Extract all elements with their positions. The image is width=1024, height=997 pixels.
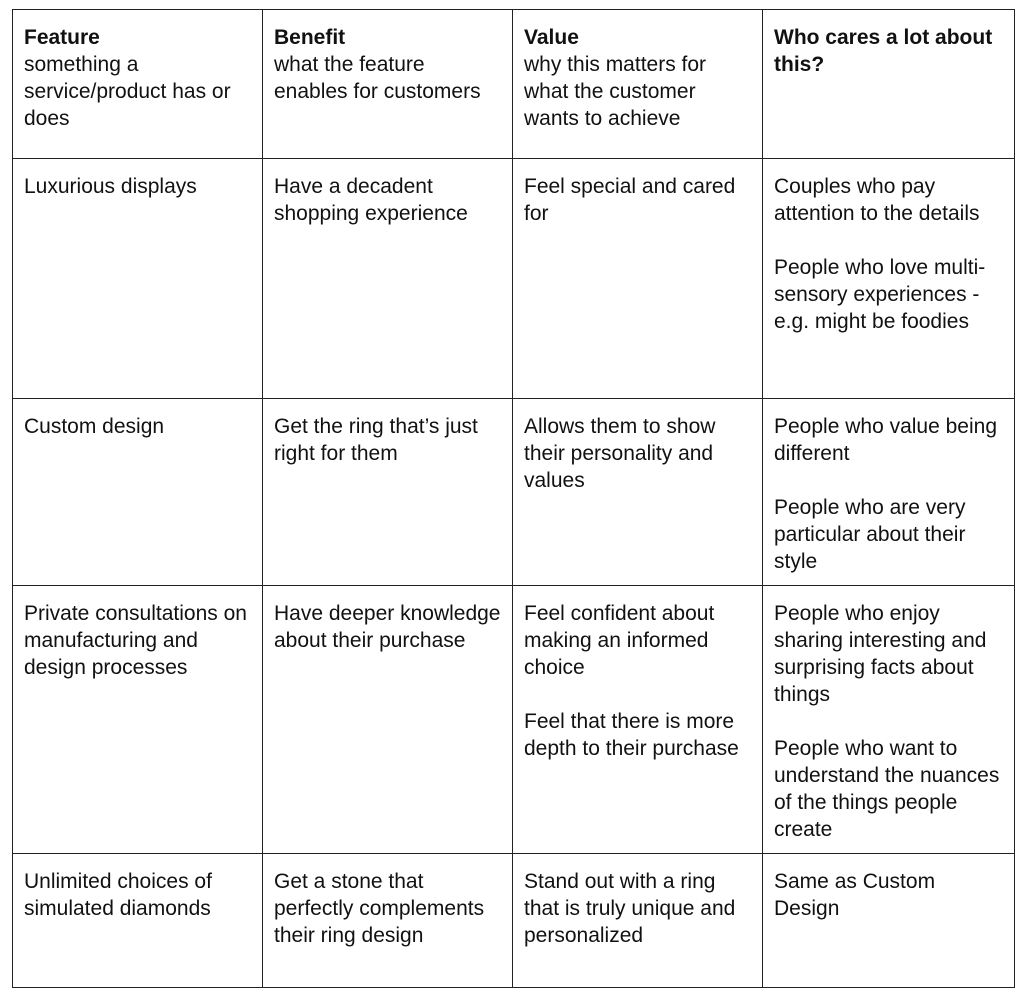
header-cell-value	[513, 10, 763, 159]
feature-cell	[13, 854, 263, 988]
value-text: Feel that there is more depth to their purchase	[524, 710, 739, 760]
benefit-cell	[263, 854, 513, 988]
feature-text: Custom design	[24, 415, 165, 438]
feature-cell	[13, 586, 263, 854]
benefit-text: Get a stone that perfectly complements their ring design	[274, 870, 485, 947]
header-cell-benefit	[263, 10, 513, 159]
column-title: Value	[524, 26, 579, 49]
column-title: Feature	[24, 26, 100, 49]
table-row	[13, 586, 1015, 854]
value-cell	[513, 159, 763, 399]
value-cell	[513, 399, 763, 586]
feature-benefit-value-table	[12, 9, 1015, 988]
table-row	[13, 854, 1015, 988]
table-row	[13, 159, 1015, 399]
who-cares-cell	[763, 159, 1015, 399]
benefit-cell	[263, 399, 513, 586]
who-cares-text: People who value being different	[774, 415, 998, 465]
who-cares-text: People who want to understand the nuances of the things people create	[774, 737, 1000, 841]
who-cares-cell	[763, 586, 1015, 854]
value-text: Stand out with a ring that is truly unique and personalized	[524, 870, 736, 947]
feature-cell	[13, 399, 263, 586]
table-row	[13, 399, 1015, 586]
value-text: Feel confident about making an informed choice	[524, 602, 715, 679]
who-cares-text: Same as Custom Design	[774, 870, 936, 920]
benefit-cell	[263, 159, 513, 399]
value-cell	[513, 586, 763, 854]
feature-text: Unlimited choices of simulated diamonds	[24, 870, 212, 920]
value-cell	[513, 854, 763, 988]
benefit-text: Have a decadent shopping experience	[274, 175, 468, 225]
value-text: Allows them to show their personality and values	[524, 415, 716, 492]
column-title: Who cares a lot about this?	[774, 26, 993, 76]
benefit-cell	[263, 586, 513, 854]
feature-cell	[13, 159, 263, 399]
feature-text: Private consultations on manufacturing and design processes	[24, 602, 247, 679]
who-cares-text: People who are very particular about their style	[774, 496, 966, 573]
column-title: Benefit	[274, 26, 346, 49]
who-cares-cell	[763, 854, 1015, 988]
header-row	[13, 10, 1015, 159]
column-subtitle: something a service/product has or does	[24, 53, 231, 130]
who-cares-text: People who enjoy sharing interesting and surprising facts about things	[774, 602, 987, 706]
feature-text: Luxurious displays	[24, 175, 197, 198]
benefit-text: Get the ring that’s just right for them	[274, 415, 478, 465]
value-text: Feel special and cared for	[524, 175, 736, 225]
who-cares-text: Couples who pay attention to the details	[774, 175, 980, 225]
header-cell-feature	[13, 10, 263, 159]
column-subtitle: why this matters for what the customer wants to achieve	[524, 53, 707, 130]
benefit-text: Have deeper knowledge about their purchase	[274, 602, 501, 652]
who-cares-cell	[763, 399, 1015, 586]
who-cares-text: People who love multi-sensory experiences - e.g. might be foodies	[774, 256, 986, 333]
header-cell-who-cares	[763, 10, 1015, 159]
column-subtitle: what the feature enables for customers	[274, 53, 481, 103]
